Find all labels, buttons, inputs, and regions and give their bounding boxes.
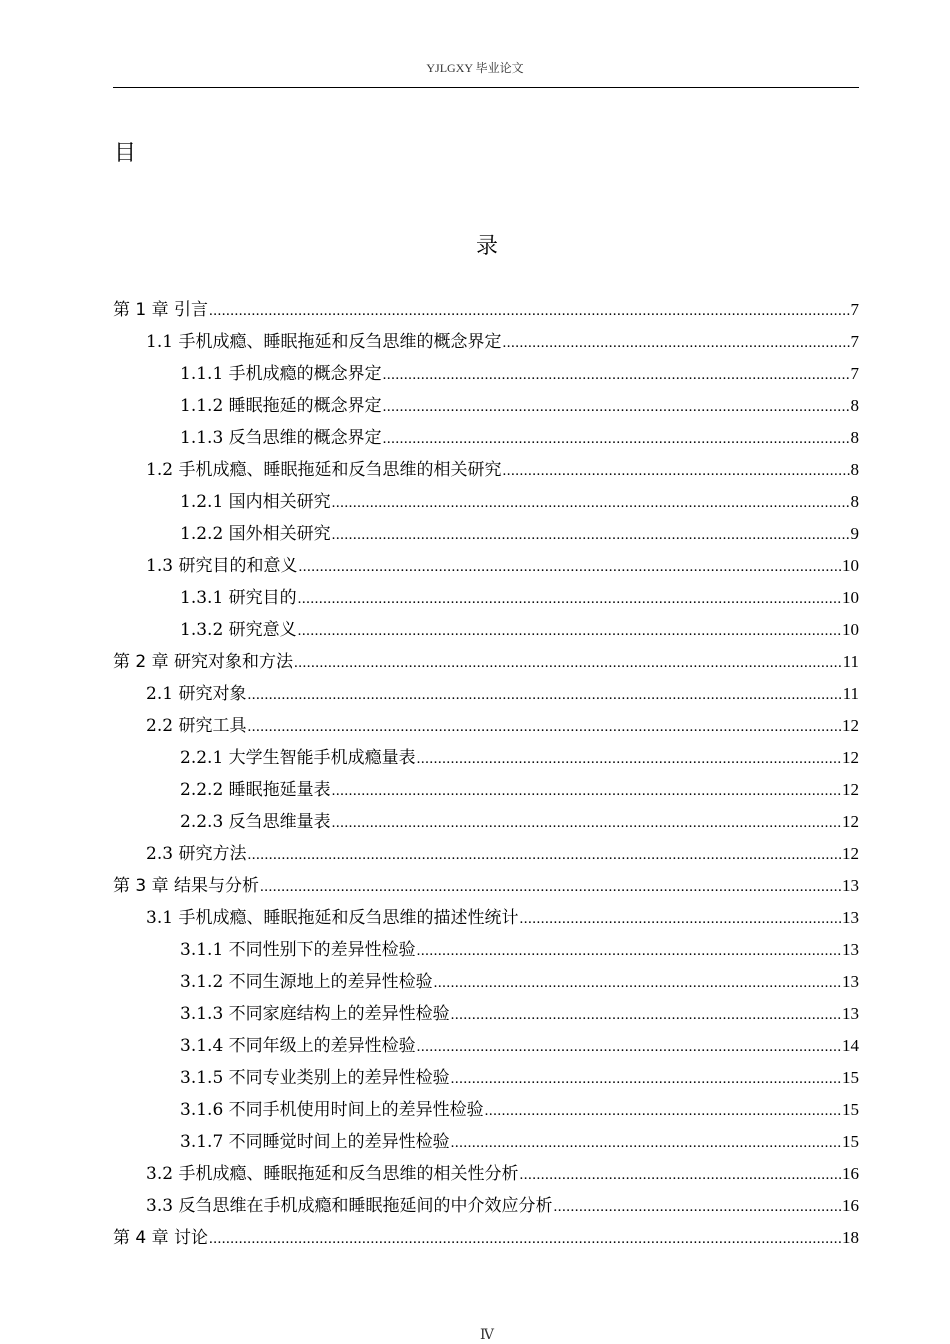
toc-leader-dots: [519, 1159, 841, 1191]
toc-entry-page: 13: [842, 1004, 859, 1023]
toc-leader-dots: [519, 903, 841, 935]
toc-entry-page: 8: [850, 428, 859, 447]
toc-entry-label: 3.2 手机成瘾、睡眠拖延和反刍思维的相关性分析: [146, 1164, 519, 1184]
toc-entry-label: 3.1.5 不同专业类别上的差异性检验: [180, 1068, 450, 1088]
toc-entry-page: 10: [842, 588, 859, 607]
toc-entry-page: 18: [842, 1228, 859, 1247]
toc-entry-page: 13: [842, 972, 859, 991]
toc-entry[interactable]: [113, 838, 859, 870]
toc-entry-label: 第 1 章 引言: [113, 300, 209, 320]
toc-entry-page: 12: [842, 812, 859, 831]
toc-entry-page: 12: [842, 748, 859, 767]
toc-entry[interactable]: [113, 1094, 859, 1126]
toc-entry[interactable]: [113, 1062, 859, 1094]
toc-entry[interactable]: [113, 1126, 859, 1158]
toc-entry-page: 15: [842, 1132, 859, 1151]
toc-entry-page: 12: [842, 844, 859, 863]
toc-entry-label: 1.1.2 睡眠拖延的概念界定: [180, 396, 382, 416]
toc-entry-page: 13: [842, 876, 859, 895]
toc-entry[interactable]: [113, 582, 859, 614]
toc-leader-dots: [417, 743, 841, 775]
toc-entry-label: 2.2 研究工具: [146, 716, 247, 736]
toc-leader-dots: [485, 1095, 841, 1127]
toc-leader-dots: [383, 423, 850, 455]
page-header: YJLGXY 毕业论文: [426, 61, 524, 75]
toc-entry-label: 1.2 手机成瘾、睡眠拖延和反刍思维的相关研究: [146, 460, 502, 480]
toc-entry-label: 3.1.7 不同睡觉时间上的差异性检验: [180, 1132, 450, 1152]
toc-entry-label: 1.2.2 国外相关研究: [180, 524, 331, 544]
toc-entry[interactable]: [113, 710, 859, 742]
toc-entry[interactable]: [113, 742, 859, 774]
toc-entry[interactable]: [113, 1158, 859, 1190]
toc-leader-dots: [451, 1063, 841, 1095]
toc-leader-dots: [502, 455, 849, 487]
toc-entry[interactable]: [113, 358, 859, 390]
toc-entry-label: 3.1.2 不同生源地上的差异性检验: [180, 972, 433, 992]
toc-entry[interactable]: [113, 966, 859, 998]
toc-entry-page: 8: [850, 460, 859, 479]
toc-entry-page: 8: [850, 492, 859, 511]
toc-entry-page: 15: [842, 1100, 859, 1119]
toc-entry-page: 13: [842, 940, 859, 959]
toc-entry-label: 1.3 研究目的和意义: [146, 556, 298, 576]
toc-entry-page: 7: [850, 364, 859, 383]
toc-entry-page: 10: [842, 620, 859, 639]
toc-entry[interactable]: [113, 326, 859, 358]
toc-entry[interactable]: [113, 870, 859, 902]
toc-entry-label: 3.1.1 不同性别下的差异性检验: [180, 940, 416, 960]
toc-leader-dots: [332, 519, 850, 551]
toc-entry-page: 11: [842, 684, 859, 703]
toc-entry-label: 1.1 手机成瘾、睡眠拖延和反刍思维的概念界定: [146, 332, 502, 352]
toc-entry-label: 3.1.3 不同家庭结构上的差异性检验: [180, 1004, 450, 1024]
toc-entry-label: 1.1.3 反刍思维的概念界定: [180, 428, 382, 448]
toc-entry-label: 1.1.1 手机成瘾的概念界定: [180, 364, 382, 384]
toc-entry[interactable]: [113, 646, 859, 678]
toc-leader-dots: [417, 935, 841, 967]
toc-entry[interactable]: [113, 934, 859, 966]
toc-leader-dots: [298, 551, 841, 583]
toc-entry-page: 16: [842, 1164, 859, 1183]
table-of-contents: [113, 294, 859, 1254]
toc-entry[interactable]: [113, 806, 859, 838]
toc-entry-page: 16: [842, 1196, 859, 1215]
toc-entry[interactable]: [113, 678, 859, 710]
toc-leader-dots: [383, 391, 850, 423]
toc-leader-dots: [209, 1223, 841, 1255]
toc-entry-label: 2.1 研究对象: [146, 684, 247, 704]
toc-entry-label: 第 3 章 结果与分析: [113, 876, 260, 896]
toc-entry-page: 9: [850, 524, 859, 543]
toc-entry-page: 7: [850, 332, 859, 351]
toc-entry[interactable]: [113, 1030, 859, 1062]
toc-entry-page: 8: [850, 396, 859, 415]
toc-entry[interactable]: [113, 998, 859, 1030]
toc-entry[interactable]: [113, 486, 859, 518]
toc-entry-label: 2.2.1 大学生智能手机成瘾量表: [180, 748, 416, 768]
toc-entry-label: 第 2 章 研究对象和方法: [113, 652, 294, 672]
toc-entry-page: 13: [842, 908, 859, 927]
toc-leader-dots: [209, 295, 849, 327]
toc-entry-page: 7: [850, 300, 859, 319]
toc-title-char-2: 录: [475, 234, 498, 259]
toc-entry[interactable]: [113, 614, 859, 646]
toc-entry[interactable]: [113, 774, 859, 806]
toc-entry-page: 15: [842, 1068, 859, 1087]
toc-leader-dots: [451, 999, 841, 1031]
toc-title-char-1: 目: [114, 141, 137, 166]
toc-leader-dots: [298, 583, 841, 615]
toc-entry-label: 3.1.6 不同手机使用时间上的差异性检验: [180, 1100, 484, 1120]
toc-leader-dots: [417, 1031, 841, 1063]
toc-entry-page: 10: [842, 556, 859, 575]
toc-entry[interactable]: [113, 518, 859, 550]
toc-entry-label: 2.3 研究方法: [146, 844, 247, 864]
toc-entry-page: 11: [842, 652, 859, 671]
toc-leader-dots: [553, 1191, 841, 1223]
toc-leader-dots: [502, 327, 849, 359]
toc-entry-page: 12: [842, 780, 859, 799]
toc-entry[interactable]: [113, 294, 859, 326]
toc-entry[interactable]: [113, 1190, 859, 1222]
toc-leader-dots: [298, 615, 841, 647]
toc-leader-dots: [260, 871, 841, 903]
page-number: Ⅳ: [480, 1327, 494, 1343]
toc-entry-label: 1.3.2 研究意义: [180, 620, 297, 640]
toc-leader-dots: [451, 1127, 841, 1159]
toc-entry[interactable]: [113, 550, 859, 582]
toc-entry[interactable]: [113, 1222, 859, 1254]
header-rule: [113, 87, 859, 88]
toc-entry-label: 1.3.1 研究目的: [180, 588, 297, 608]
toc-leader-dots: [332, 775, 841, 807]
toc-leader-dots: [294, 647, 842, 679]
toc-entry[interactable]: [113, 454, 859, 486]
toc-leader-dots: [434, 967, 841, 999]
toc-entry-page: 14: [842, 1036, 859, 1055]
toc-entry-label: 1.2.1 国内相关研究: [180, 492, 331, 512]
toc-leader-dots: [247, 711, 841, 743]
toc-leader-dots: [332, 487, 850, 519]
toc-entry[interactable]: [113, 902, 859, 934]
toc-entry-label: 第 4 章 讨论: [113, 1228, 209, 1248]
toc-leader-dots: [332, 807, 841, 839]
toc-entry-label: 3.1.4 不同年级上的差异性检验: [180, 1036, 416, 1056]
toc-entry-label: 2.2.3 反刍思维量表: [180, 812, 331, 832]
toc-entry-label: 3.3 反刍思维在手机成瘾和睡眠拖延间的中介效应分析: [146, 1196, 553, 1216]
toc-entry[interactable]: [113, 390, 859, 422]
toc-entry-label: 2.2.2 睡眠拖延量表: [180, 780, 331, 800]
toc-entry-label: 3.1 手机成瘾、睡眠拖延和反刍思维的描述性统计: [146, 908, 519, 928]
toc-leader-dots: [247, 679, 841, 711]
toc-entry[interactable]: [113, 422, 859, 454]
toc-leader-dots: [383, 359, 850, 391]
toc-entry-page: 12: [842, 716, 859, 735]
toc-leader-dots: [247, 839, 841, 871]
